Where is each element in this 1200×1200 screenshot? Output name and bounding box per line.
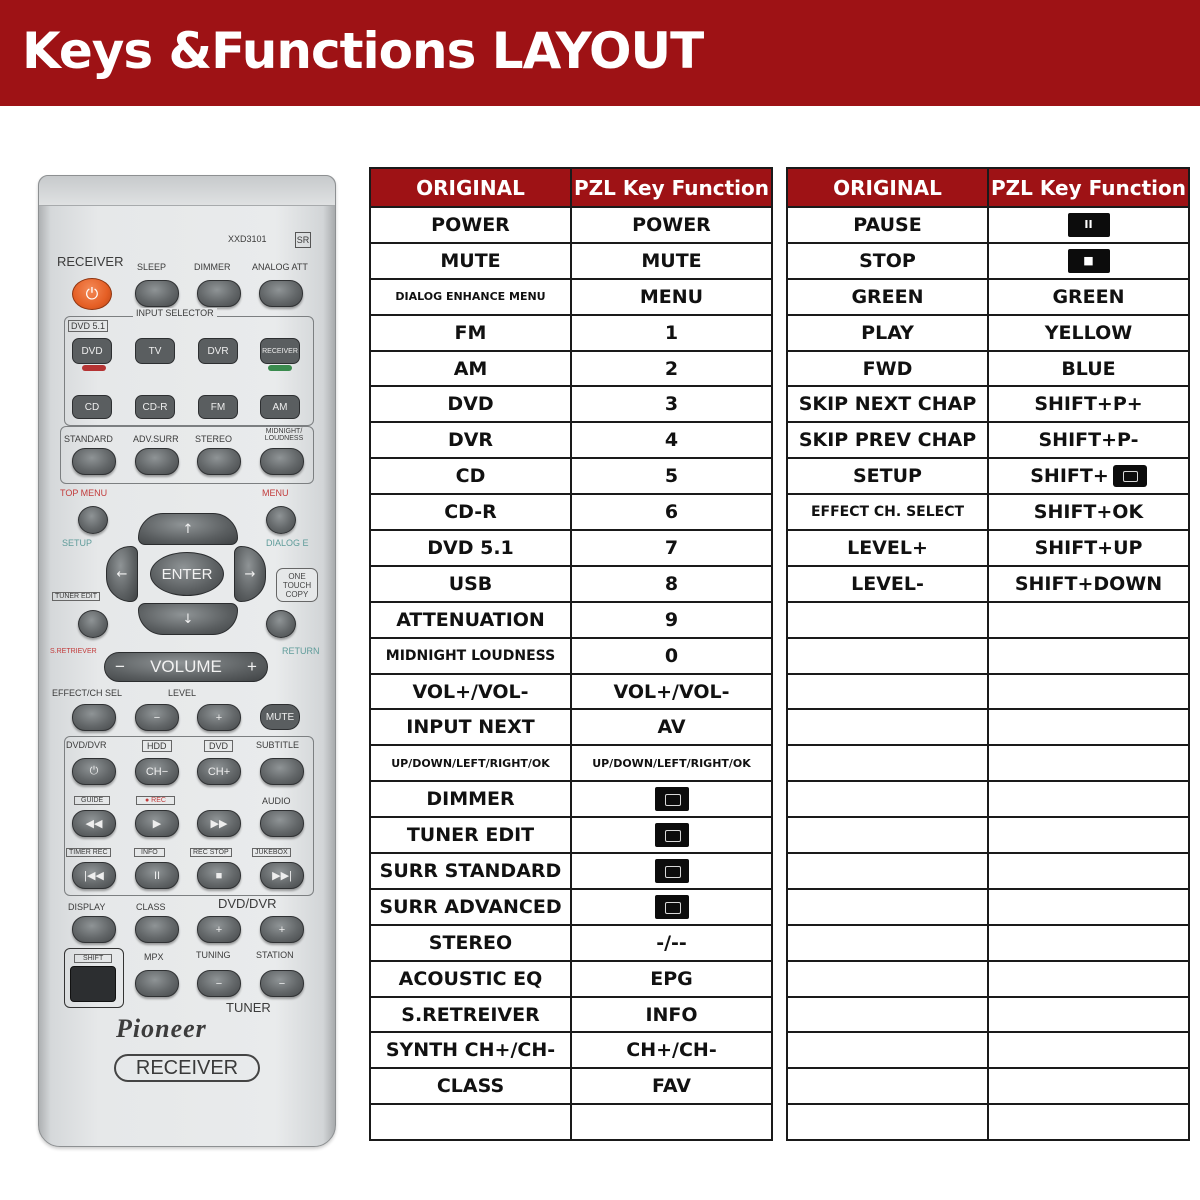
table-row (787, 602, 1189, 638)
function-cell: 0 (571, 638, 772, 674)
adv-surr-label: ADV.SURR (133, 434, 179, 444)
table-row (787, 422, 1189, 458)
function-cell: GREEN (988, 279, 1189, 315)
table-row (787, 530, 1189, 566)
original-key-cell: GREEN (787, 279, 988, 315)
pause-icon: II (153, 869, 161, 882)
function-cell (988, 602, 1189, 638)
header-original: ORIGINAL (787, 168, 988, 207)
table-row (787, 638, 1189, 674)
table-row (370, 458, 772, 494)
original-key-cell: SYNTH CH+/CH- (370, 1032, 571, 1068)
table-row (787, 1104, 1189, 1140)
function-cell (988, 997, 1189, 1033)
original-key-cell: CD (370, 458, 571, 494)
table-row (370, 602, 772, 638)
skip-forward-icon: ▶▶| (272, 870, 292, 882)
table-row (787, 279, 1189, 315)
table-row (370, 853, 772, 889)
table-row (370, 1104, 772, 1140)
original-key-cell: TUNER EDIT (370, 817, 571, 853)
table-row (370, 1032, 772, 1068)
original-key-cell (787, 638, 988, 674)
function-cell: YELLOW (988, 315, 1189, 351)
original-key-cell: ATTENUATION (370, 602, 571, 638)
original-key-cell: MUTE (370, 243, 571, 279)
original-key-cell: FWD (787, 351, 988, 387)
input-selector-label: INPUT SELECTOR (133, 308, 217, 318)
original-key-cell (787, 1104, 988, 1140)
info-label: INFO (134, 848, 165, 857)
pause-icon: II (1068, 213, 1110, 237)
standard-label: STANDARD (64, 434, 113, 444)
original-key-cell: ACOUSTIC EQ (370, 961, 571, 997)
function-cell (988, 853, 1189, 889)
function-cell: 7 (571, 530, 772, 566)
table-row (370, 997, 772, 1033)
remote-dvr-plus-button[interactable] (260, 916, 304, 943)
original-key-cell: EFFECT CH. SELECT (787, 494, 988, 530)
dimmer-label: DIMMER (194, 262, 231, 272)
remote-return-button[interactable] (266, 610, 296, 638)
remote-stop-button[interactable] (197, 862, 241, 889)
dialog-e-label: DIALOG E (266, 538, 309, 548)
function-cell: 4 (571, 422, 772, 458)
original-key-cell: UP/DOWN/LEFT/RIGHT/OK (370, 745, 571, 781)
function-cell (988, 458, 1189, 494)
remote-cdr-button[interactable]: CD-R (135, 395, 175, 419)
remote-menu-button[interactable] (266, 506, 296, 534)
table-row (370, 745, 772, 781)
plus-icon: + (215, 923, 223, 936)
guide-label: GUIDE (74, 796, 110, 805)
remote-dvd-button[interactable]: DVD (72, 338, 112, 364)
function-cell: 3 (571, 386, 772, 422)
picture-icon (1113, 465, 1147, 487)
receiver-badge: RECEIVER (114, 1054, 260, 1082)
original-key-cell: LEVEL- (787, 566, 988, 602)
remote-sleep-button[interactable] (135, 280, 179, 307)
original-key-cell: DVD (370, 386, 571, 422)
fast-forward-icon: ▶▶ (210, 818, 228, 830)
function-cell (988, 1104, 1189, 1140)
arrow-left-icon: ← (116, 566, 128, 582)
function-cell (571, 1104, 772, 1140)
original-key-cell: PLAY (787, 315, 988, 351)
table-row (787, 1032, 1189, 1068)
top-menu-label: TOP MENU (60, 488, 108, 498)
table-row (370, 638, 772, 674)
volume-minus-icon: − (115, 657, 125, 676)
table-row (370, 889, 772, 925)
class-label: CLASS (136, 902, 166, 912)
function-cell (988, 207, 1189, 243)
table-row (787, 817, 1189, 853)
table-row (370, 422, 772, 458)
function-cell: 5 (571, 458, 772, 494)
table-row (787, 207, 1189, 243)
shift-label: SHIFT (74, 954, 112, 963)
function-cell (988, 889, 1189, 925)
original-key-cell (787, 925, 988, 961)
remote-mute-button[interactable]: MUTE (260, 704, 300, 730)
table-row (787, 315, 1189, 351)
display-label: DISPLAY (68, 902, 106, 912)
remote-station-minus-button[interactable] (260, 970, 304, 997)
original-key-cell (787, 1032, 988, 1068)
table-row (370, 494, 772, 530)
original-key-cell: MIDNIGHT LOUDNESS (370, 638, 571, 674)
return-label: RETURN (282, 646, 320, 656)
function-cell: UP/DOWN/LEFT/RIGHT/OK (571, 745, 772, 781)
midnight-label: MIDNIGHT/ LOUDNESS (264, 428, 304, 442)
remote-tuning-minus-button[interactable] (197, 970, 241, 997)
function-cell: SHIFT+P+ (988, 386, 1189, 422)
original-key-cell (787, 817, 988, 853)
original-key-cell: SURR ADVANCED (370, 889, 571, 925)
remote-down-button[interactable] (138, 603, 238, 635)
function-cell: 9 (571, 602, 772, 638)
jukebox-label: JUKEBOX (252, 848, 291, 857)
function-cell: MUTE (571, 243, 772, 279)
arrow-down-icon: ↓ (182, 611, 194, 627)
function-cell: FAV (571, 1068, 772, 1104)
tuner-edit-label: TUNER EDIT (52, 592, 100, 601)
original-key-cell: CLASS (370, 1068, 571, 1104)
table-row (787, 494, 1189, 530)
table-row (370, 315, 772, 351)
original-key-cell: DVR (370, 422, 571, 458)
plus-icon: + (215, 711, 223, 724)
table-header-row (370, 168, 772, 207)
skip-back-icon: |◀◀ (84, 870, 104, 882)
table-row (370, 674, 772, 710)
page-title: Keys &Functions LAYOUT (22, 22, 704, 80)
remote-skip-next-button[interactable] (260, 862, 304, 889)
remote-top-menu-button[interactable] (78, 506, 108, 534)
remote-play-button[interactable] (135, 810, 179, 837)
subtitle-label: SUBTITLE (256, 740, 300, 750)
remote-stereo-button[interactable] (197, 448, 241, 475)
original-key-cell: SKIP PREV CHAP (787, 422, 988, 458)
function-cell: SHIFT+UP (988, 530, 1189, 566)
stop-icon: ■ (1068, 249, 1110, 273)
function-cell: SHIFT+DOWN (988, 566, 1189, 602)
table-row (370, 207, 772, 243)
remote-top-edge (39, 176, 335, 206)
original-key-cell (787, 961, 988, 997)
screen-icon (655, 787, 689, 811)
original-key-cell (787, 1068, 988, 1104)
table-row (370, 961, 772, 997)
function-cell: 1 (571, 315, 772, 351)
table-row (787, 351, 1189, 387)
function-cell (571, 853, 772, 889)
sr-icon: SR (295, 232, 311, 248)
original-key-cell: DVD 5.1 (370, 530, 571, 566)
remote-up-button[interactable] (138, 513, 238, 545)
remote-model-label: XXD3101 (228, 234, 267, 244)
remote-ch-minus-button[interactable]: CH− (135, 758, 179, 785)
table-row (787, 745, 1189, 781)
table-row (787, 961, 1189, 997)
function-cell (988, 781, 1189, 817)
function-cell: POWER (571, 207, 772, 243)
remote-one-touch-copy-button[interactable]: ONE TOUCH COPY (276, 568, 318, 602)
table-row (787, 674, 1189, 710)
remote-standard-button[interactable] (72, 448, 116, 475)
table-row (787, 458, 1189, 494)
function-cell: BLUE (988, 351, 1189, 387)
original-key-cell: FM (370, 315, 571, 351)
function-cell: 6 (571, 494, 772, 530)
table-row (787, 1068, 1189, 1104)
function-cell (988, 1032, 1189, 1068)
table-row (787, 889, 1189, 925)
original-key-cell (370, 1104, 571, 1140)
remote-power-button[interactable] (72, 278, 112, 310)
key-function-table-right (786, 167, 1190, 1141)
function-cell: -/-- (571, 925, 772, 961)
header-banner (0, 0, 1200, 106)
remote-enter-button[interactable]: ENTER (150, 552, 224, 596)
original-key-cell: PAUSE (787, 207, 988, 243)
function-cell (988, 817, 1189, 853)
remote-level-minus-button[interactable] (135, 704, 179, 731)
timer-rec-label: TIMER REC (66, 848, 111, 857)
stack-icon (655, 895, 689, 919)
table-row (370, 817, 772, 853)
table-row (787, 709, 1189, 745)
function-cell: SHIFT+P- (988, 422, 1189, 458)
remote-fwd-button[interactable] (197, 810, 241, 837)
original-key-cell: USB (370, 566, 571, 602)
sleep-label: SLEEP (137, 262, 167, 272)
volume-label: VOLUME (150, 657, 222, 676)
menu-label: MENU (262, 488, 289, 498)
remote-dvd-plus-button[interactable] (197, 916, 241, 943)
tuner-label: TUNER (226, 1000, 271, 1015)
original-key-cell (787, 745, 988, 781)
dvd-label: DVD (204, 740, 233, 752)
remote-fm-button[interactable]: FM (198, 395, 238, 419)
table-row (787, 853, 1189, 889)
function-cell (988, 243, 1189, 279)
original-key-cell: S.RETREIVER (370, 997, 571, 1033)
remote-effect-button[interactable] (72, 704, 116, 731)
original-key-cell (787, 853, 988, 889)
table-row (370, 351, 772, 387)
brand-logo: Pioneer (116, 1014, 207, 1043)
remote-dimmer-button[interactable] (197, 280, 241, 307)
original-key-cell: CD-R (370, 494, 571, 530)
function-cell (988, 1068, 1189, 1104)
function-cell (988, 925, 1189, 961)
original-key-cell: DIALOG ENHANCE MENU (370, 279, 571, 315)
remote-rewind-button[interactable] (72, 810, 116, 837)
table-row (370, 243, 772, 279)
station-label: STATION (256, 950, 294, 960)
function-cell: AV (571, 709, 772, 745)
dvd51-label: DVD 5.1 (68, 320, 108, 332)
table-row (370, 566, 772, 602)
function-text: SHIFT+ (1030, 464, 1109, 487)
remote-s-retriever-button[interactable] (78, 610, 108, 638)
original-key-cell (787, 997, 988, 1033)
effect-ch-sel-label: EFFECT/CH SEL (52, 688, 123, 698)
header-original: ORIGINAL (370, 168, 571, 207)
function-cell: CH+/CH- (571, 1032, 772, 1068)
power-icon: ⏻ (89, 765, 99, 777)
function-cell: 2 (571, 351, 772, 387)
table-row (787, 997, 1189, 1033)
minus-icon: − (215, 977, 223, 990)
remote-audio-button[interactable] (260, 810, 304, 837)
volume-plus-icon: + (247, 657, 257, 676)
remote-am-button[interactable]: AM (260, 395, 300, 419)
stop-icon: ■ (215, 869, 223, 882)
original-key-cell (787, 602, 988, 638)
original-key-cell (787, 781, 988, 817)
table-row (370, 1068, 772, 1104)
tuning-label: TUNING (196, 950, 231, 960)
original-key-cell: VOL+/VOL- (370, 674, 571, 710)
power-icon: ⏻ (85, 284, 99, 303)
remote-midnight-button[interactable] (260, 448, 304, 475)
plus-icon: + (278, 923, 286, 936)
header-function: PZL Key Function (571, 168, 772, 207)
picture-icon (655, 859, 689, 883)
table-row (370, 386, 772, 422)
function-cell (988, 961, 1189, 997)
key-function-table-left (369, 167, 773, 1141)
original-key-cell (787, 709, 988, 745)
table-row (370, 279, 772, 315)
original-key-cell: STOP (787, 243, 988, 279)
green-key-mark (268, 365, 292, 371)
function-cell: 8 (571, 566, 772, 602)
table-row (787, 781, 1189, 817)
input-icon (655, 823, 689, 847)
s-retriever-label: S.RETRIEVER (50, 648, 97, 655)
original-key-cell: POWER (370, 207, 571, 243)
table-row (370, 709, 772, 745)
remote-volume-rocker[interactable] (104, 652, 268, 682)
remote-subtitle-button[interactable] (260, 758, 304, 785)
red-key-mark (82, 365, 106, 371)
original-key-cell: DIMMER (370, 781, 571, 817)
minus-icon: − (153, 711, 161, 724)
level-label: LEVEL (168, 688, 197, 698)
original-key-cell: SKIP NEXT CHAP (787, 386, 988, 422)
function-cell: MENU (571, 279, 772, 315)
remote-dvr-button[interactable]: DVR (198, 338, 238, 364)
arrow-up-icon: ↑ (182, 521, 194, 537)
table-row (370, 925, 772, 961)
stereo-label: STEREO (195, 434, 233, 444)
rewind-icon: ◀◀ (85, 818, 103, 830)
hdd-label: HDD (142, 740, 172, 752)
dvd-dvr-label: DVD/DVR (66, 740, 107, 750)
function-cell: EPG (571, 961, 772, 997)
original-key-cell (787, 674, 988, 710)
function-cell (571, 817, 772, 853)
table-row (787, 243, 1189, 279)
original-key-cell: STEREO (370, 925, 571, 961)
function-cell: INFO (571, 997, 772, 1033)
remote-display-button[interactable] (72, 916, 116, 943)
remote-ch-plus-button[interactable]: CH+ (197, 758, 241, 785)
function-cell: VOL+/VOL- (571, 674, 772, 710)
header-function: PZL Key Function (988, 168, 1189, 207)
function-cell (571, 889, 772, 925)
remote-skip-prev-button[interactable] (72, 862, 116, 889)
original-key-cell: INPUT NEXT (370, 709, 571, 745)
remote-analog-att-button[interactable] (259, 280, 303, 307)
mpx-label: MPX (144, 952, 164, 962)
original-key-cell: SETUP (787, 458, 988, 494)
remote-dvd-dvr-power-button[interactable] (72, 758, 116, 785)
function-cell (988, 638, 1189, 674)
table-row (787, 386, 1189, 422)
remote-class-button[interactable] (135, 916, 179, 943)
dvd-dvr-group-label: DVD/DVR (218, 896, 277, 911)
table-row (370, 781, 772, 817)
table-header-row (787, 168, 1189, 207)
arrow-right-icon: → (244, 566, 256, 582)
remote-receiver-input-button[interactable]: RECEIVER (260, 338, 300, 364)
table-row (370, 530, 772, 566)
table-row (787, 566, 1189, 602)
remote-level-plus-button[interactable] (197, 704, 241, 731)
analog-att-label: ANALOG ATT (252, 262, 308, 272)
original-key-cell: LEVEL+ (787, 530, 988, 566)
receiver-label: RECEIVER (57, 254, 124, 269)
rec-label: ● REC (136, 796, 175, 805)
remote-shift-button[interactable] (70, 966, 116, 1002)
original-key-cell (787, 889, 988, 925)
minus-icon: − (278, 977, 286, 990)
rec-stop-label: REC STOP (190, 848, 232, 857)
function-cell (571, 781, 772, 817)
remote-adv-surr-button[interactable] (135, 448, 179, 475)
remote-mpx-button[interactable] (135, 970, 179, 997)
remote-tv-button[interactable]: TV (135, 338, 175, 364)
play-icon: ▶ (152, 818, 162, 830)
setup-label: SETUP (62, 538, 93, 548)
function-cell (988, 674, 1189, 710)
audio-label: AUDIO (262, 796, 291, 806)
original-key-cell: SURR STANDARD (370, 853, 571, 889)
original-key-cell: AM (370, 351, 571, 387)
function-cell (988, 745, 1189, 781)
function-cell: SHIFT+OK (988, 494, 1189, 530)
remote-cd-button[interactable]: CD (72, 395, 112, 419)
remote-pause-button[interactable] (135, 862, 179, 889)
function-cell (988, 709, 1189, 745)
table-row (787, 925, 1189, 961)
